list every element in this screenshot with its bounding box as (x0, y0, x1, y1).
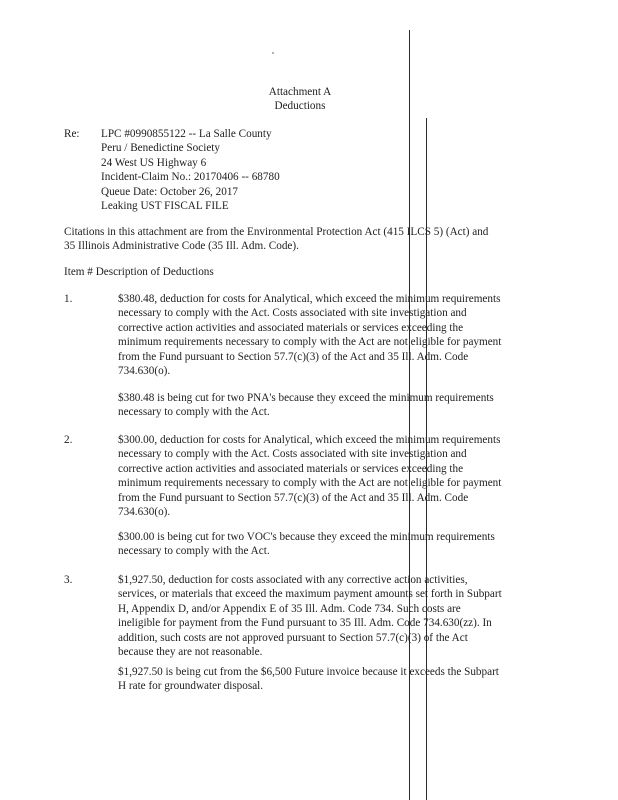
item-line: minimum requirements necessary to comply with the Act are not eligible for payment (118, 336, 502, 349)
item-note-line: H rate for groundwater disposal. (118, 680, 264, 693)
citations-line: 35 Illinois Administrative Code (35 Ill. Adm. Code). (64, 240, 299, 253)
item-line: 734.630(o). (118, 505, 171, 518)
item-number: 2. (64, 434, 73, 446)
item-description (118, 573, 548, 659)
re-line: Incident-Claim No.: 20170406 -- 68780 (101, 171, 280, 184)
item-line: $300.00, deduction for costs for Analytical, which exceed the minimum requirements (118, 434, 501, 446)
item-line: necessary to comply with the Act. Costs associated with site investigation and (118, 307, 467, 320)
item-line: ineligible for payment from the Fund pursuant to 35 Ill. Adm. Code 734.630(zz). In (118, 617, 492, 630)
item-line: $380.48, deduction for costs for Analytical, which exceed the minimum requirements (118, 293, 501, 305)
re-label: Re: (64, 128, 80, 140)
item-note-line: $1,927.50 is being cut from the $6,500 Future invoice because it exceeds the Subpart (118, 666, 499, 678)
item-description (118, 433, 548, 519)
re-line: Peru / Benedictine Society (101, 142, 220, 155)
item-note-line: $300.00 is being cut for two VOC's because they exceed the minimum requirements (118, 531, 495, 543)
re-line: 24 West US Highway 6 (101, 156, 207, 169)
item-line: 734.630(o). (118, 364, 171, 377)
page-subtitle: Deductions (274, 100, 326, 112)
item-line: minimum requirements necessary to comply with the Act are not eligible for payment (118, 477, 502, 490)
page-title: Attachment A (268, 86, 332, 98)
re-line: Queue Date: October 26, 2017 (101, 185, 239, 198)
item-note (118, 665, 548, 694)
item-header: Item # Description of Deductions (64, 266, 214, 278)
item-line: because they are not reasonable. (118, 645, 263, 658)
item-note-line: necessary to comply with the Act. (118, 406, 270, 419)
re-line: Leaking UST FISCAL FILE (101, 199, 229, 212)
item-line: from the Fund pursuant to Section 57.7(c)(3) of the Act and 35 Ill. Adm. Code (118, 350, 469, 363)
item-note-line: necessary to comply with the Act. (118, 545, 270, 558)
item-number: 1. (64, 293, 73, 305)
item-note-line: $380.48 is being cut for two PNA's because they exceed the minimum requirements (118, 392, 494, 404)
item-line: addition, such costs are not approved pursuant to Section 57.7(c)(3) of the Act (118, 631, 468, 644)
item-line: corrective action activities and associated materials or services exceeding the (118, 321, 464, 334)
item-line: from the Fund pursuant to Section 57.7(c)(3) of the Act and 35 Ill. Adm. Code (118, 491, 469, 504)
item-note (118, 530, 548, 559)
item-description (118, 292, 548, 378)
item-number: 3. (64, 574, 73, 586)
citations-line: Citations in this attachment are from the Environmental Protection Act (415 ILCS 5) (Act) and (64, 226, 489, 238)
re-block (101, 127, 280, 213)
scan-artifact-dot (272, 52, 274, 54)
re-line: LPC #0990855122 -- La Salle County (101, 128, 272, 140)
item-line: corrective action activities and associated materials or services exceeding the (118, 462, 464, 475)
item-note (118, 391, 548, 420)
citations-paragraph (64, 225, 488, 254)
item-line: $1,927.50, deduction for costs associated with any corrective action activities, (118, 574, 468, 586)
item-line: necessary to comply with the Act. Costs associated with site investigation and (118, 448, 467, 461)
item-line: H, Appendix D, and/or Appendix E of 35 Ill. Adm. Code 734. Such costs are (118, 602, 461, 615)
item-line: services, or materials that exceed the maximum payment amounts set forth in Subpart (118, 588, 502, 601)
